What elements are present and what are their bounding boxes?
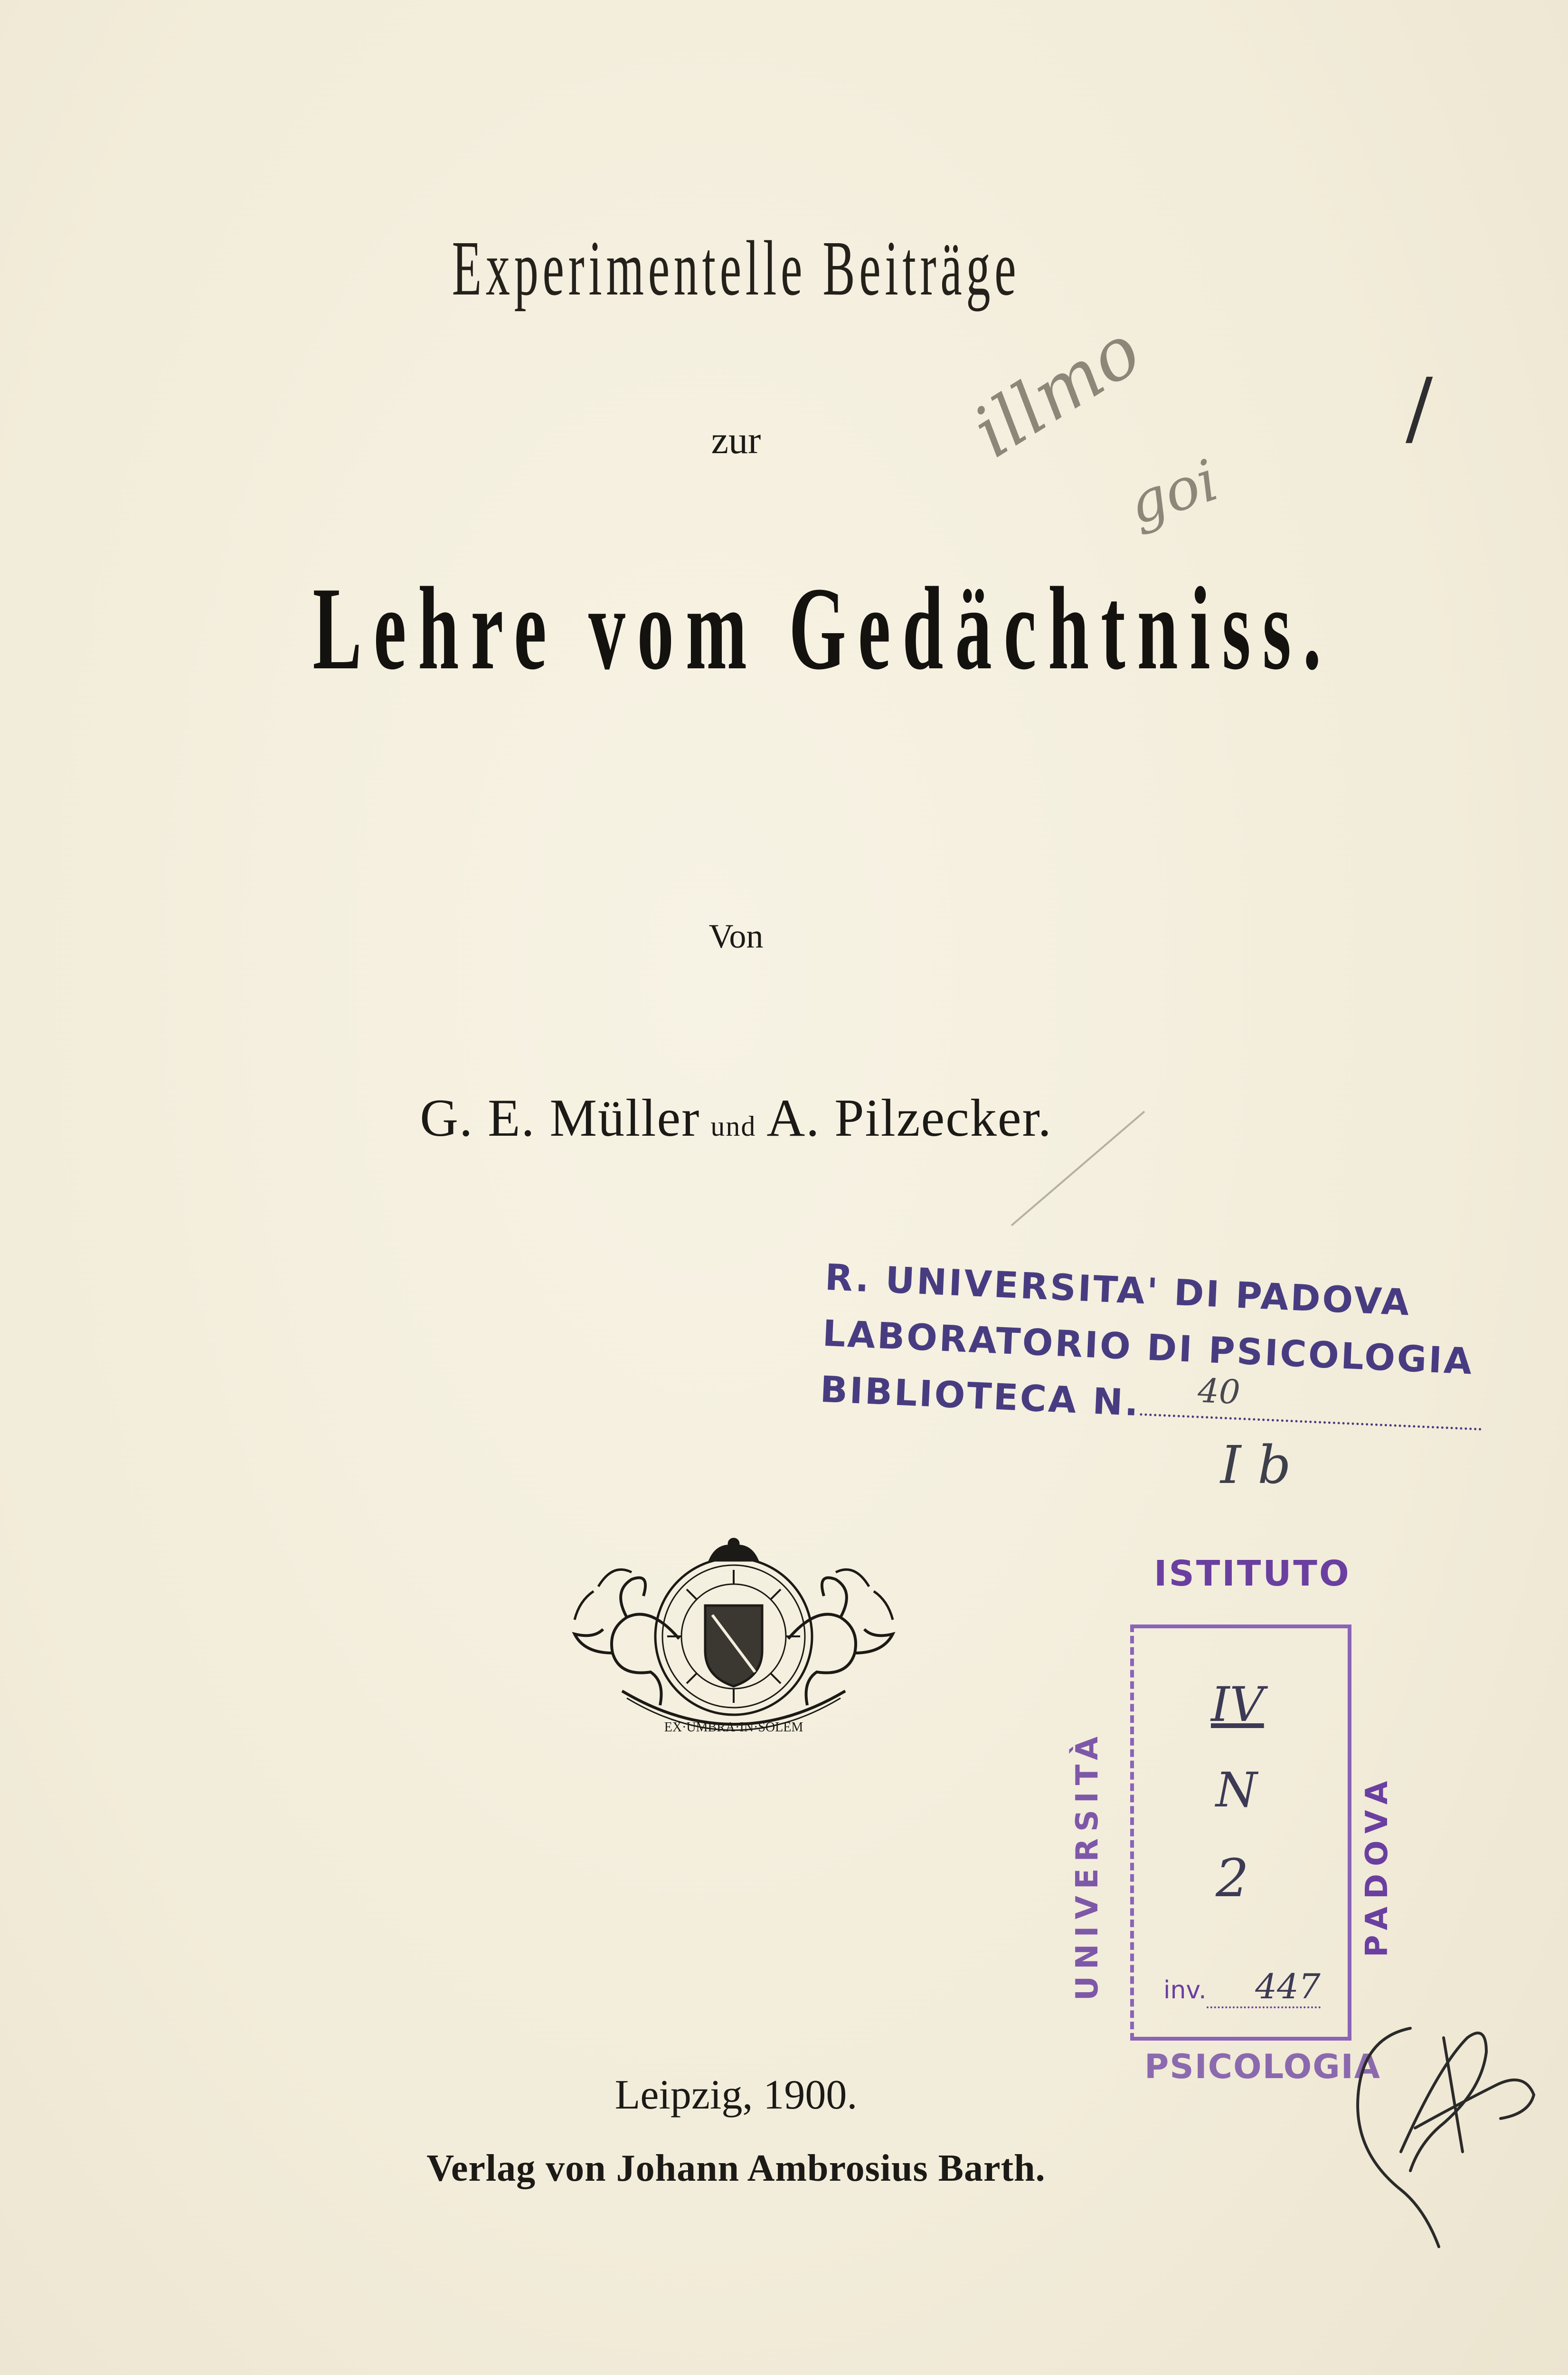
title-line-2: zur xyxy=(711,418,761,462)
shelf-mark-3: 2 xyxy=(1216,1848,1249,1909)
handwritten-note-1: illmo xyxy=(959,309,1155,474)
pencil-slash-mark xyxy=(1007,1107,1149,1230)
device-motto: EX·UMBRA·IN·SOLEM xyxy=(664,1720,803,1735)
istituto-stamp-left: UNIVERSITÀ xyxy=(1070,1730,1105,2001)
signature-flourish xyxy=(1344,2009,1543,2256)
inventory-label: inv. xyxy=(1163,1976,1207,2004)
main-title xyxy=(0,560,1472,697)
library-stamp xyxy=(819,1249,1491,1446)
istituto-stamp-top: ISTITUTO xyxy=(1154,1553,1351,1594)
main-title-text: Lehre vom Gedächtniss. xyxy=(312,563,1333,694)
shelf-mark-2: N xyxy=(1216,1762,1257,1818)
conjunction: und xyxy=(710,1111,756,1142)
library-stamp-number-label: BIBLIOTECA N. xyxy=(819,1368,1142,1425)
handwritten-note-ib: I b xyxy=(1220,1434,1291,1495)
library-stamp-line-2: LABORATORIO DI PSICOLOGIA xyxy=(822,1311,1475,1383)
inventory-number: 447 xyxy=(1207,1966,1321,2008)
handwritten-mark: / xyxy=(1406,361,1433,455)
handwritten-note-2: goi xyxy=(1121,447,1226,538)
publisher-device-emblem xyxy=(541,1534,926,1758)
inventory-row xyxy=(1163,1966,1321,2008)
byline-von: Von xyxy=(708,917,764,955)
istituto-stamp-bottom: PSICOLOGIA xyxy=(1144,2047,1381,2086)
istituto-stamp xyxy=(1049,1553,1420,2086)
library-stamp-line-1: R. UNIVERSITA' DI PADOVA xyxy=(824,1255,1412,1324)
library-stamp-number-field xyxy=(1140,1371,1482,1430)
shelf-mark-1: IV xyxy=(1211,1677,1264,1732)
title-line-1-text: Experimentelle Beiträge xyxy=(452,225,1020,312)
title-line-1 xyxy=(0,223,1472,314)
imprint-publisher: Verlag von Johann Ambrosius Barth. xyxy=(426,2147,1046,2189)
author-2: A. Pilzecker. xyxy=(766,1089,1052,1148)
authors xyxy=(0,1088,1472,1149)
imprint-place-year: Leipzig, 1900. xyxy=(614,2072,858,2118)
library-stamp-number: 40 xyxy=(1197,1371,1241,1412)
author-1: G. E. Müller xyxy=(420,1089,700,1148)
istituto-stamp-right: PADOVA xyxy=(1360,1773,1395,1957)
